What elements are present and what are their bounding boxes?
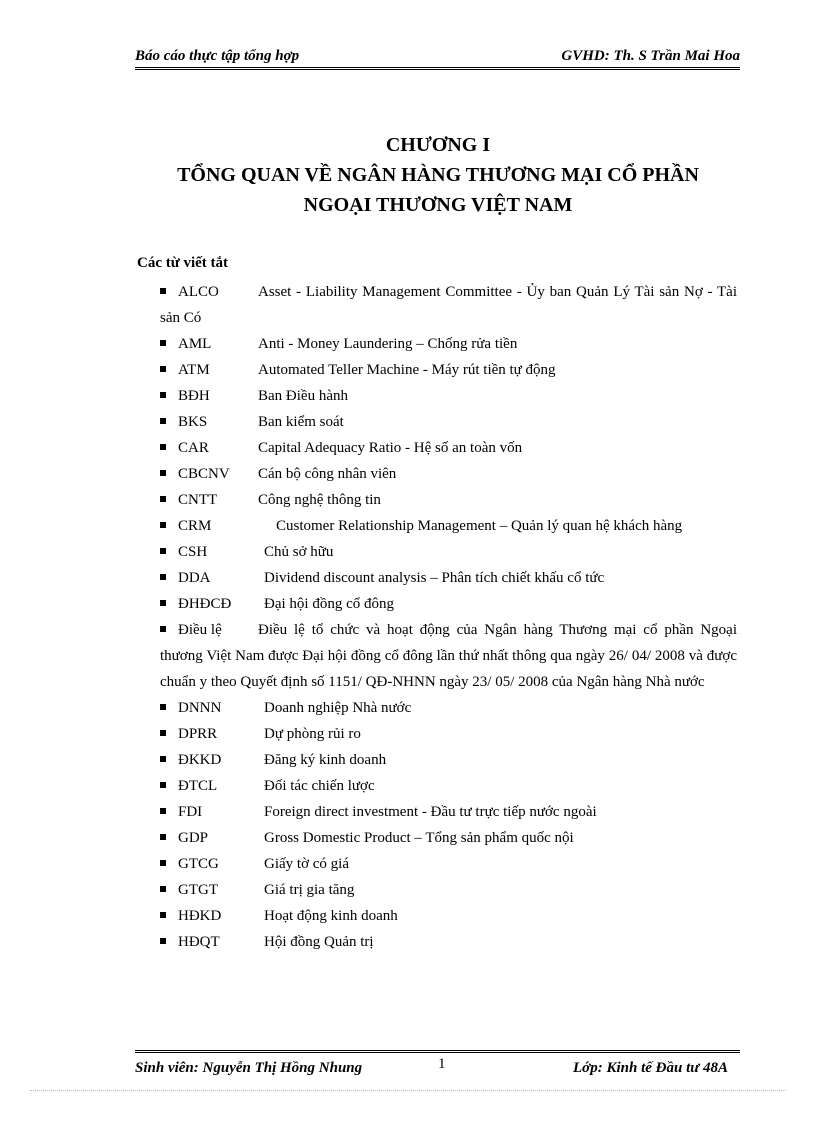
abbr-code: ATM bbox=[178, 362, 210, 378]
list-item bbox=[160, 409, 737, 435]
list-item bbox=[160, 799, 737, 825]
page-header bbox=[135, 44, 740, 70]
abbr-code: GDP bbox=[178, 830, 209, 846]
footer-class: Lớp: Kinh tế Đầu tư 48A bbox=[573, 1060, 728, 1076]
bullet-icon bbox=[160, 886, 166, 892]
bullet-icon bbox=[160, 548, 166, 554]
list-item bbox=[160, 773, 737, 799]
abbr-text: Đối tác chiến lược bbox=[264, 778, 375, 794]
abbr-code: AML bbox=[178, 336, 212, 352]
list-item bbox=[160, 279, 737, 331]
list-item bbox=[160, 851, 737, 877]
chapter-title bbox=[100, 130, 776, 220]
list-item bbox=[160, 487, 737, 513]
abbr-code: HĐKD bbox=[178, 908, 222, 924]
list-item bbox=[160, 565, 737, 591]
list-item bbox=[160, 903, 737, 929]
abbr-text: Đại hội đồng cổ đông bbox=[264, 596, 394, 612]
abbr-code: DNNN bbox=[178, 700, 222, 716]
bullet-icon bbox=[160, 834, 166, 840]
abbr-text: Doanh nghiệp Nhà nước bbox=[264, 700, 412, 716]
abbr-text: Cán bộ công nhân viên bbox=[258, 466, 397, 482]
page-number: 1 bbox=[438, 1056, 446, 1072]
bullet-icon bbox=[160, 704, 166, 710]
bullet-icon bbox=[160, 600, 166, 606]
bullet-icon bbox=[160, 522, 166, 528]
abbr-text: Hội đồng Quản trị bbox=[264, 934, 374, 950]
abbr-text: Gross Domestic Product – Tổng sản phẩm quốc nội bbox=[264, 830, 574, 846]
abbr-code: DPRR bbox=[178, 726, 218, 742]
abbr-code: BKS bbox=[178, 414, 208, 430]
abbr-text: Dividend discount analysis – Phân tích chiết khấu cổ tức bbox=[264, 570, 605, 586]
list-item bbox=[160, 721, 737, 747]
abbr-code: Điều lệ bbox=[178, 622, 222, 638]
bullet-icon bbox=[160, 392, 166, 398]
abbr-text: Capital Adequacy Ratio - Hệ số an toàn vốn bbox=[258, 440, 523, 456]
abbr-text: Giá trị gia tăng bbox=[264, 882, 355, 898]
bullet-icon bbox=[160, 912, 166, 918]
bullet-icon bbox=[160, 938, 166, 944]
abbr-text: Ban Điều hành bbox=[258, 388, 348, 404]
bullet-icon bbox=[160, 496, 166, 502]
abbr-code: CBCNV bbox=[178, 466, 230, 482]
bullet-icon bbox=[160, 340, 166, 346]
abbr-code: GTCG bbox=[178, 856, 219, 872]
bullet-icon bbox=[160, 366, 166, 372]
abbr-text: Ban kiểm soát bbox=[258, 414, 344, 430]
bullet-icon bbox=[160, 626, 166, 632]
list-item bbox=[160, 929, 737, 955]
abbr-text: Giấy tờ có giá bbox=[264, 856, 349, 872]
footer-student: Sinh viên: Nguyễn Thị Hồng Nhung bbox=[135, 1060, 363, 1076]
header-supervisor: GVHD: Th. S Trần Mai Hoa bbox=[561, 48, 740, 64]
abbr-text: Công nghệ thông tin bbox=[258, 492, 381, 508]
page-bottom-edge bbox=[30, 1090, 786, 1091]
list-item bbox=[160, 357, 737, 383]
abbr-code: CSH bbox=[178, 544, 208, 560]
bullet-icon bbox=[160, 756, 166, 762]
list-item bbox=[160, 331, 737, 357]
header-report-title: Báo cáo thực tập tổng hợp bbox=[135, 48, 300, 64]
abbr-text: Dự phòng rủi ro bbox=[264, 726, 361, 742]
abbr-text: Hoạt động kinh doanh bbox=[264, 908, 398, 924]
header-divider bbox=[135, 67, 740, 70]
abbr-code: DDA bbox=[178, 570, 211, 586]
abbr-code: ĐHĐCĐ bbox=[178, 596, 232, 612]
abbr-code: CNTT bbox=[178, 492, 218, 508]
abbr-text: Chủ sở hữu bbox=[264, 544, 334, 560]
list-item bbox=[160, 383, 737, 409]
bullet-icon bbox=[160, 808, 166, 814]
list-item bbox=[160, 513, 737, 539]
bullet-icon bbox=[160, 860, 166, 866]
abbr-code: CAR bbox=[178, 440, 209, 456]
abbr-code: GTGT bbox=[178, 882, 218, 898]
bullet-icon bbox=[160, 574, 166, 580]
abbr-code: ĐTCL bbox=[178, 778, 218, 794]
list-item bbox=[160, 617, 737, 695]
list-item bbox=[160, 695, 737, 721]
abbreviations-list bbox=[160, 279, 737, 955]
chapter-title-line-2: NGOẠI THƯƠNG VIỆT NAM bbox=[303, 194, 573, 216]
bullet-icon bbox=[160, 730, 166, 736]
list-item bbox=[160, 877, 737, 903]
abbr-code: ĐKKD bbox=[178, 752, 222, 768]
abbr-code: ALCO bbox=[178, 284, 219, 300]
bullet-icon bbox=[160, 288, 166, 294]
list-item bbox=[160, 747, 737, 773]
abbr-text: Asset - Liability Management Committee - Ủy ban Quản Lý Tài sản Nợ - Tài sản Có bbox=[160, 284, 737, 326]
list-item bbox=[160, 435, 737, 461]
list-item bbox=[160, 461, 737, 487]
abbr-code: BĐH bbox=[178, 388, 210, 404]
list-item bbox=[160, 825, 737, 851]
abbreviations-heading: Các từ viết tắt bbox=[137, 255, 229, 271]
bullet-icon bbox=[160, 470, 166, 476]
chapter-number: CHƯƠNG I bbox=[385, 134, 491, 156]
abbr-text: Customer Relationship Management – Quản lý quan hệ khách hàng bbox=[276, 518, 683, 534]
page-footer bbox=[135, 1050, 740, 1080]
abbr-code: FDI bbox=[178, 804, 203, 820]
abbr-text: Điều lệ tổ chức và hoạt động của Ngân hàng Thương mại cổ phần Ngoại thương Việt Nam được Đại hội đồng cổ đông lần thứ nhất thông qua ngày 26/ 04/ 2008 và được chuẩn y theo Quyết định số 1151/ QĐ-NHNN ngày 23/ 05/ 2008 của Ngân hàng Nhà nước bbox=[160, 622, 737, 690]
bullet-icon bbox=[160, 418, 166, 424]
abbr-text: Foreign direct investment - Đầu tư trực tiếp nước ngoài bbox=[264, 804, 597, 820]
bullet-icon bbox=[160, 444, 166, 450]
abbr-code: CRM bbox=[178, 518, 212, 534]
abbr-text: Anti - Money Laundering – Chống rửa tiền bbox=[258, 336, 518, 352]
footer-divider bbox=[135, 1050, 740, 1053]
list-item bbox=[160, 539, 737, 565]
abbr-text: Đăng ký kinh doanh bbox=[264, 752, 387, 768]
bullet-icon bbox=[160, 782, 166, 788]
list-item bbox=[160, 591, 737, 617]
abbr-code: HĐQT bbox=[178, 934, 220, 950]
abbr-text: Automated Teller Machine - Máy rút tiền tự động bbox=[258, 362, 556, 378]
chapter-title-line-1: TỔNG QUAN VỀ NGÂN HÀNG THƯƠNG MẠI CỔ PHẦN bbox=[177, 164, 699, 186]
